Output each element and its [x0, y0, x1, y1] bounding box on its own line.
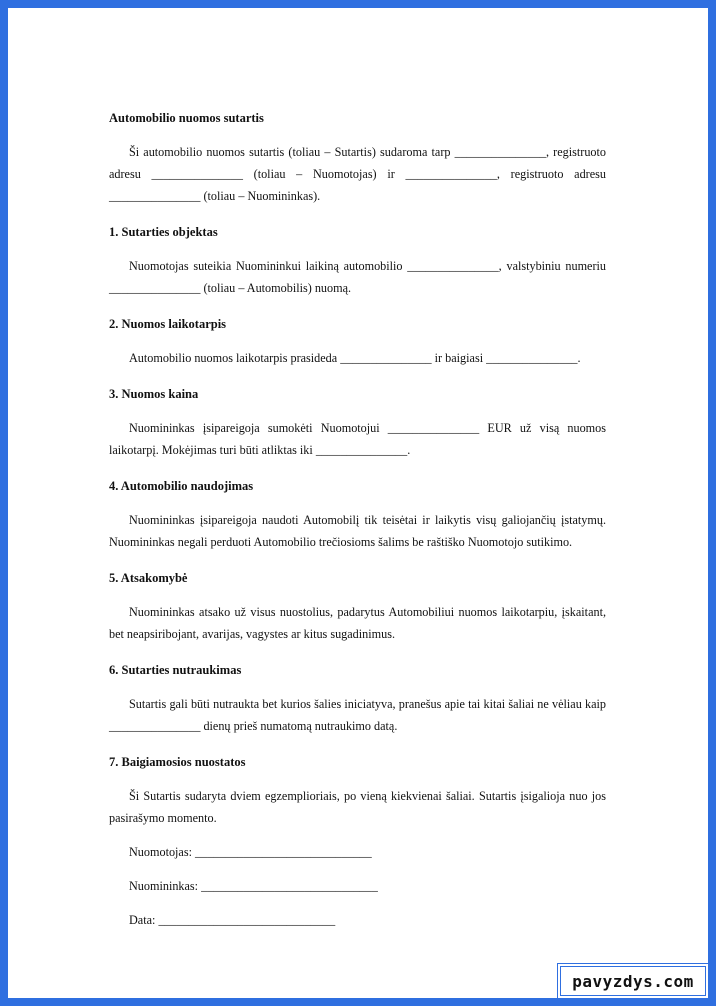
document-content [109, 107, 606, 931]
document-page [8, 8, 708, 998]
section-2-text: Automobilio nuomos laikotarpis prasideda _______________ ir baigiasi _______________. [129, 351, 581, 365]
section-4-text: Nuomininkas įsipareigoja naudoti Automobilį tik teisėtai ir laikytis visų galiojančių įstatymų. Nuomininkas negali perduoti Automobilio trečiosioms šalims be raštiško Nuomotojo sutikimo. [109, 513, 606, 549]
section-3-text: Nuomininkas įsipareigoja sumokėti Nuomotojui _______________ EUR už visą nuomos laikotarpį. Mokėjimas turi būti atliktas iki _______________. [109, 421, 606, 457]
section-3-heading: 3. Nuomos kaina [109, 387, 199, 401]
signature-lessor: Nuomotojas: _____________________________ [129, 845, 372, 859]
section-5-text: Nuomininkas atsako už visus nuostolius, padarytus Automobiliui nuomos laikotarpiu, įskaitant, bet neapsiribojant, avarijas, vagystes ar kitus sugadinimus. [109, 605, 606, 641]
signature-lessee: Nuomininkas: _____________________________ [129, 879, 378, 893]
section-2-heading: 2. Nuomos laikotarpis [109, 317, 227, 331]
section-4-heading: 4. Automobilio naudojimas [109, 479, 254, 493]
watermark-label: pavyzdys.com [560, 966, 706, 996]
section-7-text: Ši Sutartis sudaryta dviem egzemplioriais, po vieną kiekvienai šaliai. Sutartis įsigalioja nuo jos pasirašymo momento. [109, 789, 606, 825]
section-1-heading: 1. Sutarties objektas [109, 225, 218, 239]
section-7-heading: 7. Baigiamosios nuostatos [109, 755, 246, 769]
intro-paragraph: Ši automobilio nuomos sutartis (toliau – Sutartis) sudaroma tarp _______________, registruoto adresu _______________ (toliau – Nuomotojas) ir _______________, registruoto adresu _______________ (toliau – Nuomininkas). [109, 145, 606, 203]
signature-date: Data: _____________________________ [129, 913, 336, 927]
section-6-heading: 6. Sutarties nutraukimas [109, 663, 242, 677]
section-5-heading: 5. Atsakomybė [109, 571, 188, 585]
document-title: Automobilio nuomos sutartis [109, 111, 264, 125]
section-1-text: Nuomotojas suteikia Nuomininkui laikiną automobilio _______________, valstybiniu numeriu _______________ (toliau – Automobilis) nuomą. [109, 259, 606, 295]
section-6-text: Sutartis gali būti nutraukta bet kurios šalies iniciatyva, pranešus apie tai kitai šaliai ne vėliau kaip _______________ dienų prieš numatomą nutraukimo datą. [109, 697, 606, 733]
